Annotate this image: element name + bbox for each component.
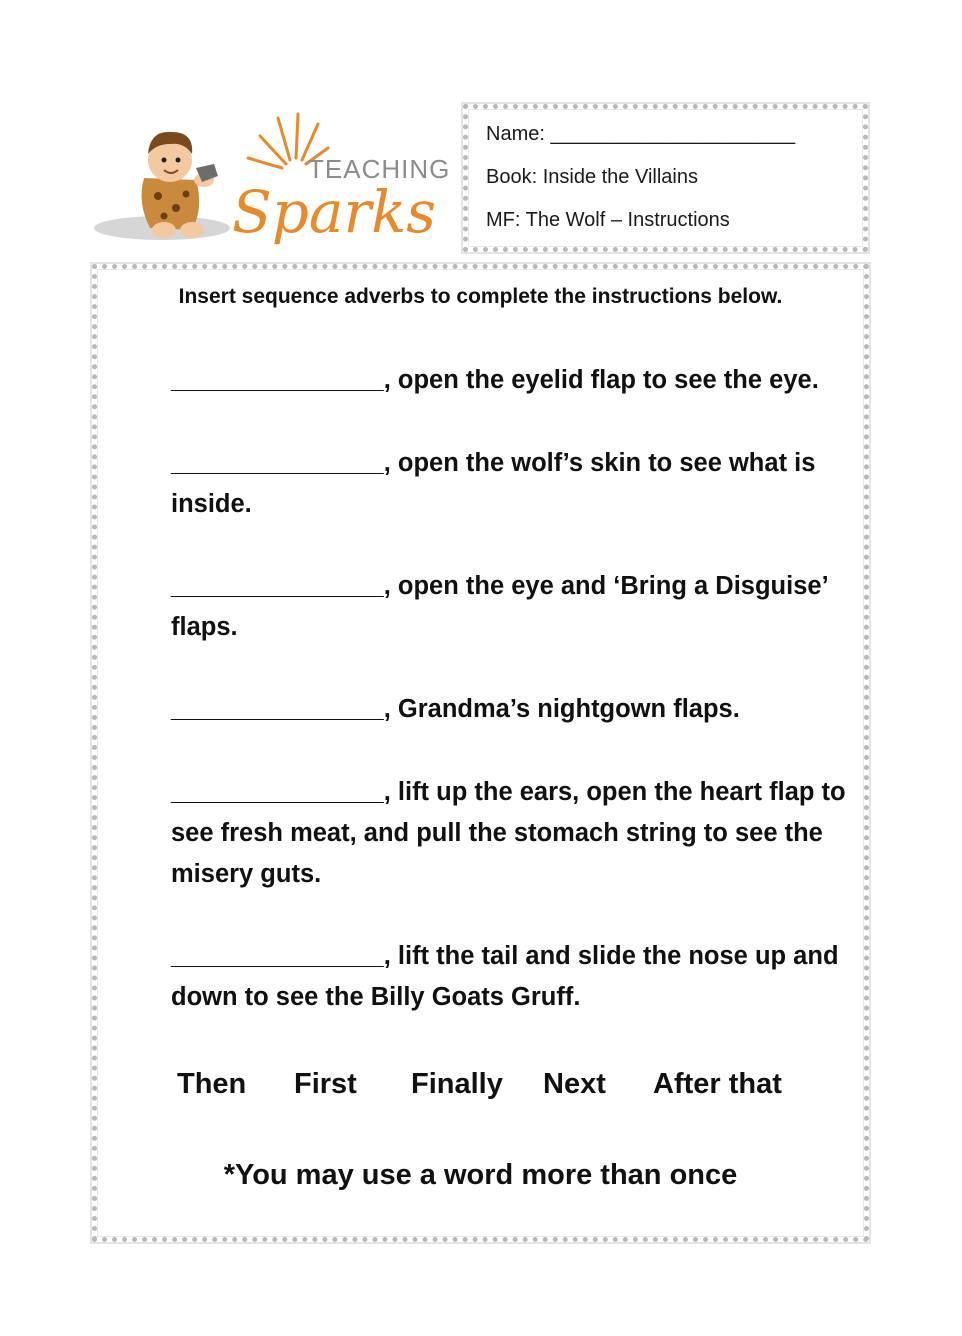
sentence-line: misery guts.	[171, 860, 322, 888]
logo-teaching-text: TEACHING	[308, 154, 451, 184]
caveman-mascot-icon	[92, 108, 452, 248]
sentence-line: inside.	[171, 490, 252, 518]
student-info-box	[463, 104, 868, 252]
sentence-line: _______________, open the wolf’s skin to see what is	[171, 449, 816, 477]
word-bank-finally: Finally	[411, 1068, 503, 1100]
sentence-line: down to see the Billy Goats Gruff.	[171, 983, 581, 1011]
word-bank-first: First	[294, 1068, 357, 1100]
sentence-line: _______________, open the eyelid flap to see the eye.	[171, 366, 819, 394]
sentence-5[interactable]	[171, 772, 861, 895]
word-bank-after-that: After that	[653, 1068, 782, 1100]
teaching-sparks-logo	[92, 108, 452, 248]
word-bank-then: Then	[177, 1068, 247, 1100]
sentence-3[interactable]	[171, 566, 861, 648]
name-field[interactable]: Name: ______________________	[486, 123, 796, 145]
worksheet-box	[92, 264, 869, 1242]
sentence-1[interactable]	[171, 360, 861, 401]
word-reuse-note: *You may use a word more than once	[223, 1159, 738, 1191]
book-label: Book: Inside the Villains	[486, 166, 698, 188]
sentence-line: _______________, lift the tail and slide the nose up and	[171, 942, 839, 970]
logo-sparks-text: Sparks	[232, 178, 437, 246]
sentence-2[interactable]	[171, 443, 861, 525]
worksheet-instruction: Insert sequence adverbs to complete the instructions below.	[178, 285, 783, 308]
sentence-line: _______________, open the eye and ‘Bring a Disguise’	[171, 572, 829, 600]
sentence-line: see fresh meat, and pull the stomach string to see the	[171, 819, 823, 847]
sentence-line: _______________, Grandma’s nightgown flaps.	[171, 695, 740, 723]
word-bank-next: Next	[543, 1068, 606, 1100]
sentence-line: _______________, lift up the ears, open the heart flap to	[171, 778, 846, 806]
mf-label: MF: The Wolf – Instructions	[486, 209, 730, 231]
sentence-line: flaps.	[171, 613, 238, 641]
sentence-6[interactable]	[171, 936, 861, 1018]
sentence-4[interactable]	[171, 689, 861, 730]
